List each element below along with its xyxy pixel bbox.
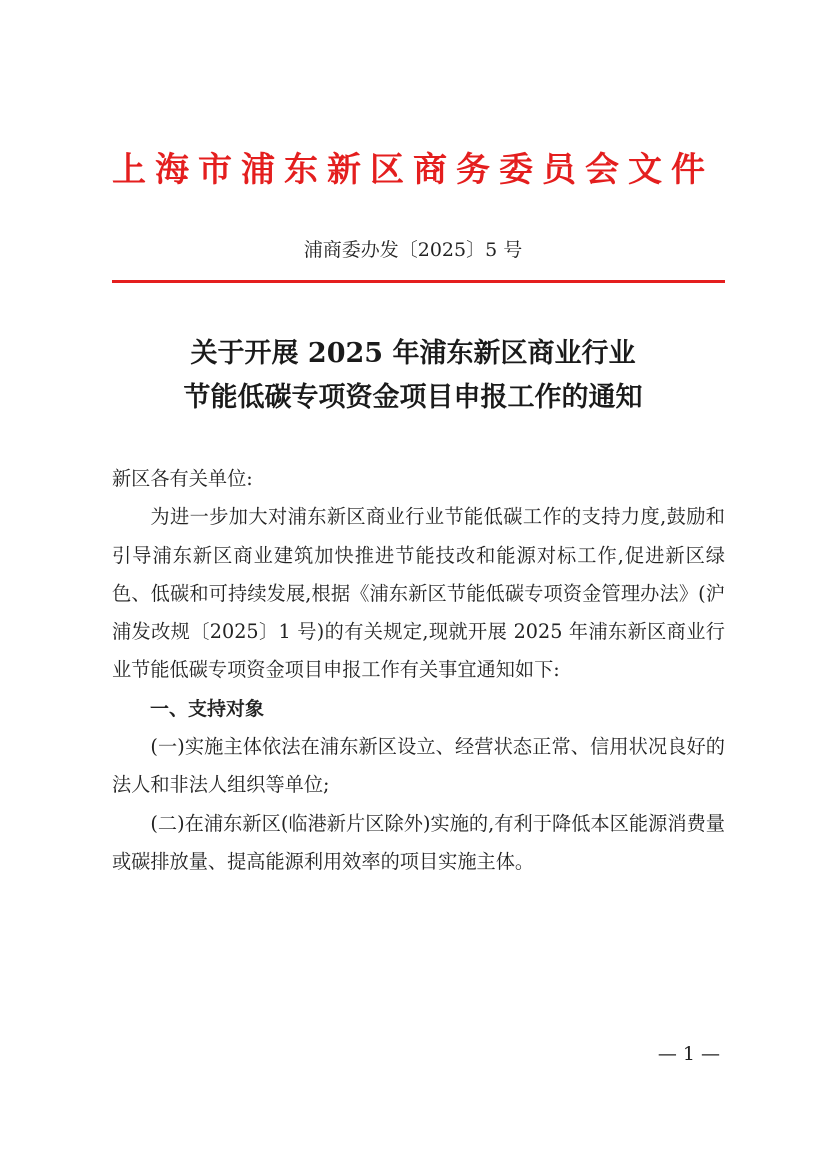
document-number: 浦商委办发〔2025〕5 号 (303, 239, 523, 261)
support-item-1: (一)实施主体依法在浦东新区设立、经营状态正常、信用状况良好的法人和非法人组织等单位; (112, 735, 725, 797)
section-heading-support-targets: 一、支持对象 (150, 697, 265, 720)
page-number: — 1 — (657, 1043, 720, 1065)
red-separator-line (112, 280, 725, 283)
salutation: 新区各有关单位: (112, 467, 253, 490)
masthead-title: 上海市浦东新区商务委员会文件 (112, 150, 714, 190)
notice-title-line-1: 关于开展 2025 年浦东新区商业行业 (190, 338, 636, 369)
intro-paragraph: 为进一步加大对浦东新区商业行业节能低碳工作的支持力度,鼓励和引导浦东新区商业建筑加快推进节能技改和能源对标工作,促进新区绿色、低碳和可持续发展,根据《浦东新区节能低碳专项资金管理办法》(沪浦发改规〔2025〕1 号)的有关规定,现就开展 2025 年浦东新区商业行业节能低碳专项资金项目申报工作有关事宜通知如下: (112, 505, 725, 682)
notice-title (100, 332, 726, 420)
support-item-2: (二)在浦东新区(临港新片区除外)实施的,有利于降低本区能源消费量或碳排放量、提高能源利用效率的项目实施主体。 (112, 811, 725, 873)
notice-title-line-2: 节能低碳专项资金项目申报工作的通知 (183, 382, 643, 413)
document-body (112, 460, 725, 881)
